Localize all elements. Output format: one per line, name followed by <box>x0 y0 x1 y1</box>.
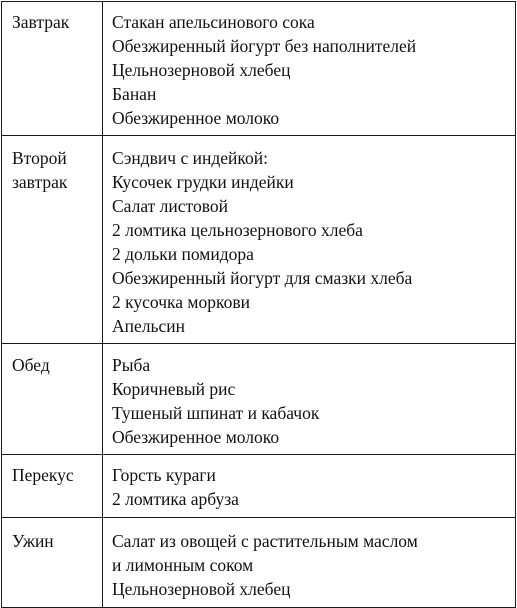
meal-name: Ужин <box>12 531 54 551</box>
meal-name-line-1: Второй <box>12 148 67 168</box>
food-item: Цельнозерновой хлебец <box>112 60 291 80</box>
meal-name-cell <box>2 2 103 136</box>
food-item: Сэндвич с индейкой: <box>112 148 268 168</box>
food-item: Рыба <box>112 355 151 375</box>
food-item: Кусочек грудки индейки <box>112 172 294 192</box>
food-item: 2 ломтика цельнозернового хлеба <box>112 220 363 240</box>
food-item: Цельнозерновой хлебец <box>112 579 291 599</box>
meal-row-dinner <box>2 518 516 608</box>
meal-row-snack <box>2 455 516 518</box>
meal-row-second-breakfast <box>2 136 516 344</box>
food-item: Обезжиренное молоко <box>112 108 280 128</box>
food-item: Обезжиренное молоко <box>112 427 280 447</box>
meal-items-cell <box>103 136 516 344</box>
meal-row-lunch <box>2 344 516 455</box>
meal-name: Завтрак <box>12 12 70 32</box>
food-item: Салат листовой <box>112 196 228 216</box>
meal-name-line-2: завтрак <box>12 172 68 192</box>
food-item: Коричневый рис <box>112 379 236 399</box>
meal-items-cell <box>103 344 516 455</box>
food-item: Банан <box>112 84 157 104</box>
food-item: 2 кусочка моркови <box>112 292 250 312</box>
food-item: 2 ломтика арбуза <box>112 489 239 509</box>
food-item: и лимонным соком <box>112 555 254 575</box>
food-item: Горсть кураги <box>112 465 216 485</box>
meal-items-cell <box>103 455 516 518</box>
food-item: 2 дольки помидора <box>112 244 254 264</box>
food-item: Стакан апельсинового сока <box>112 12 315 32</box>
food-item: Апельсин <box>112 316 185 336</box>
meal-row-breakfast <box>2 2 516 136</box>
meal-items-cell <box>103 2 516 136</box>
meal-name: Перекус <box>12 465 74 485</box>
meal-plan-table <box>1 1 516 608</box>
meal-name-cell <box>2 136 103 344</box>
meal-items-cell <box>103 518 516 608</box>
food-item: Обезжиренный йогурт без наполнителей <box>112 36 417 56</box>
food-item: Обезжиренный йогурт для смазки хлеба <box>112 268 413 288</box>
meal-name-cell <box>2 455 103 518</box>
meal-name-cell <box>2 518 103 608</box>
food-item: Салат из овощей с растительным маслом <box>112 531 418 551</box>
meal-name-cell <box>2 344 103 455</box>
meal-name: Обед <box>12 355 50 375</box>
food-item: Тушеный шпинат и кабачок <box>112 403 320 423</box>
